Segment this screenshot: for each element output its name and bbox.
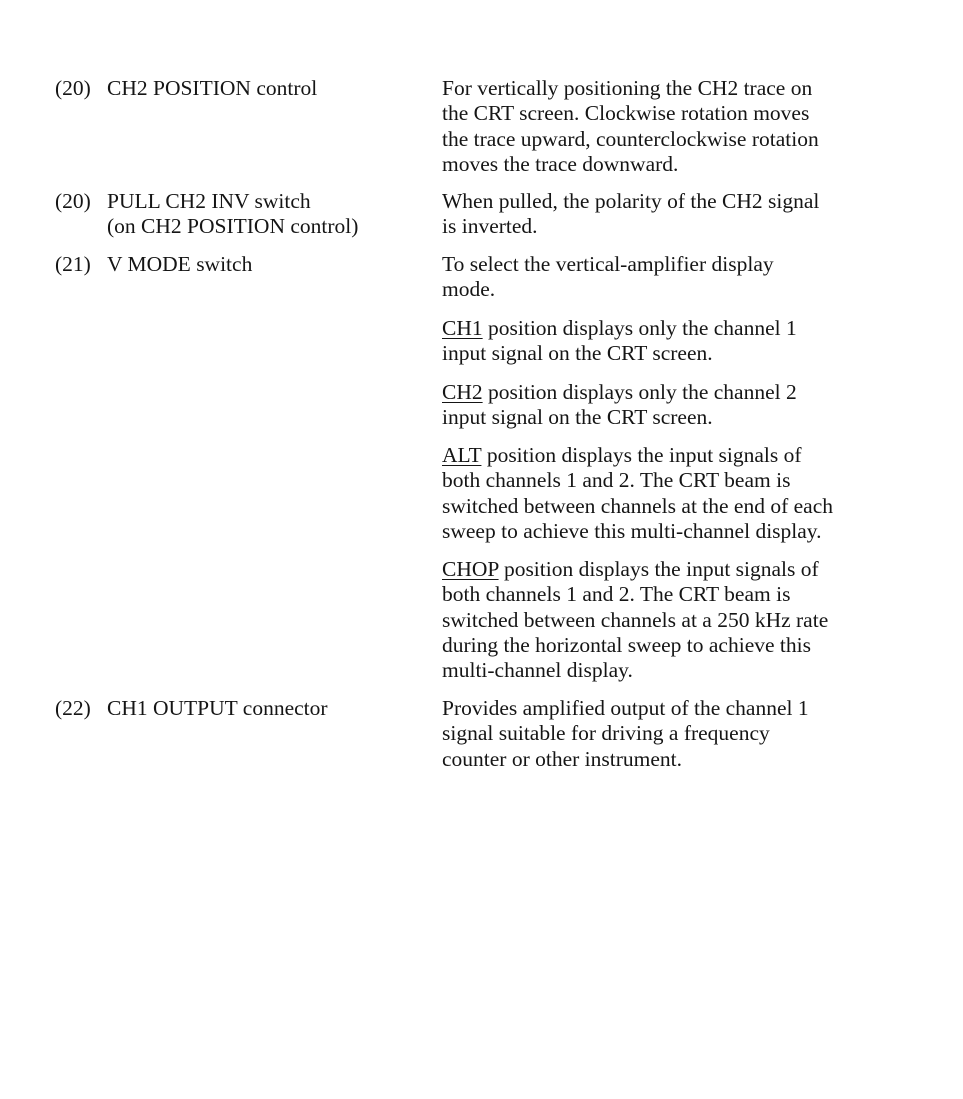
desc-line: input signal on the CRT screen. [442,405,713,430]
desc-line: Provides amplified output of the channel 1 [442,696,809,720]
desc-line: For vertically positioning the CH2 trace on [442,76,813,100]
desc-text: position displays only the channel 2 [482,380,797,404]
entry-description [442,189,912,240]
desc-line: multi-channel display. [442,658,633,683]
entry-term [107,252,427,277]
mode-keyword: CH1 [442,316,483,340]
vmode-chop-paragraph [442,557,912,683]
entry-term [107,76,427,101]
entry-term [107,189,427,240]
desc-line: To select the vertical-amplifier display [442,252,774,276]
entry-number: (20) [55,76,91,100]
desc-line: during the horizontal sweep to achieve this [442,632,811,657]
mode-keyword: CH2 [442,380,483,404]
mode-keyword: ALT [442,443,482,467]
desc-line: signal suitable for driving a frequency [442,721,770,746]
term-line: CH2 POSITION control [107,76,318,100]
entry-number: (20) [55,189,91,213]
term-line: PULL CH2 INV switch [107,189,311,213]
desc-line: switched between channels at a 250 kHz rate [442,607,829,632]
desc-line: moves the trace downward. [442,151,679,176]
entry-number: (21) [55,252,91,276]
vmode-ch2-paragraph [442,380,912,431]
term-line: (on CH2 POSITION control) [107,214,359,239]
entry-term [107,696,427,721]
desc-line: mode. [442,277,496,302]
desc-line: both channels 1 and 2. The CRT beam is [442,468,791,493]
desc-line: is inverted. [442,214,538,239]
desc-line: sweep to achieve this multi-channel display. [442,518,822,543]
vmode-ch1-paragraph [442,316,912,367]
desc-text: position displays the input signals of [481,443,802,467]
desc-line: the CRT screen. Clockwise rotation moves [442,101,810,126]
desc-line: input signal on the CRT screen. [442,341,713,366]
entry-description [442,696,912,772]
mode-keyword: CHOP [442,557,499,581]
desc-line: counter or other instrument. [442,746,683,771]
vmode-alt-paragraph [442,443,912,544]
desc-line: the trace upward, counterclockwise rotation [442,126,819,151]
desc-line: When pulled, the polarity of the CH2 signal [442,189,820,213]
desc-line: both channels 1 and 2. The CRT beam is [442,582,791,607]
entry-description [442,76,912,177]
term-line: CH1 OUTPUT connector [107,696,328,720]
entry-description [442,252,912,303]
desc-text: position displays only the channel 1 [482,316,797,340]
desc-text: position displays the input signals of [498,557,819,581]
desc-line: switched between channels at the end of each [442,493,834,518]
entry-number: (22) [55,696,91,720]
term-line: V MODE switch [107,252,253,276]
